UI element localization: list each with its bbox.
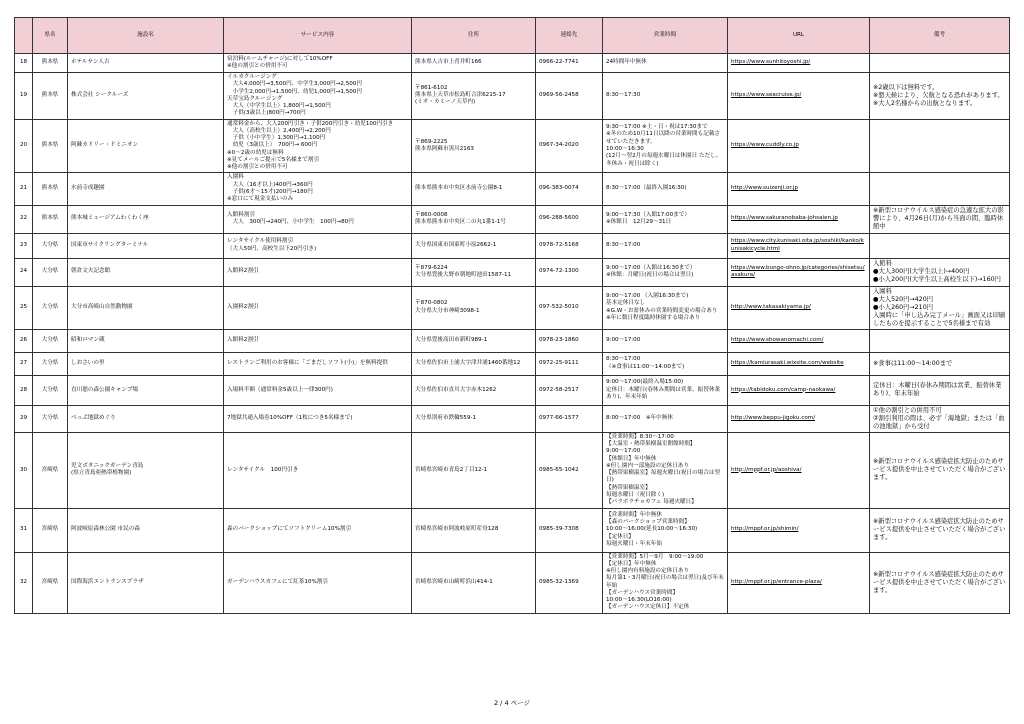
- header-no: [15, 18, 33, 54]
- url-link[interactable]: https://www.seacruise.jp/: [728, 73, 870, 120]
- notes-cell: ※2歳以下は無料です。 ※悪天候により、欠航となる恐れがあります。 ※大人2名様からの出航となります。: [870, 73, 1010, 120]
- notes-cell: 定休日：木曜日(春休み期間は営業、振替休業あり)、年末年始: [870, 375, 1010, 405]
- header-hours: 営業時間: [603, 18, 728, 54]
- address-cell: 熊本県人吉市上青井町166: [412, 54, 536, 73]
- facility-name-cell: 水前寺成趣園: [68, 173, 224, 205]
- address-cell: 宮崎県宮崎市山崎町浜山414-1: [412, 552, 536, 613]
- address-cell: 大分県佐伯市上浦大字津井浦1460番地12: [412, 352, 536, 375]
- facility-name-cell: 阿波岐原森林公園 市民の森: [68, 508, 224, 552]
- prefecture-cell: 熊本県: [33, 173, 68, 205]
- hours-cell: 9:00～17:00(最終入場15:00) 定休日：木曜日(春休み期間は営業、振替休業あり)、年末年始: [603, 375, 728, 405]
- url-link[interactable]: https://www.city.kunisaki.oita.jp/soshiki/kanko/kunisakicycle.html: [728, 233, 870, 258]
- table-row: [15, 258, 1010, 286]
- address-cell: 大分県豊後高田市新町989-1: [412, 329, 536, 352]
- notes-cell: ※新型コロナウイルス感染症拡大防止のためサービス提供を中止させていただく場合がございます。: [870, 432, 1010, 508]
- header-facility-name: 施設名: [68, 18, 224, 54]
- address-cell: 大分県佐伯市直川大字赤木1262: [412, 375, 536, 405]
- hours-cell: 9:00～17:00: [603, 329, 728, 352]
- contact-cell: 0978-23-1860: [536, 329, 603, 352]
- table-row: [15, 286, 1010, 329]
- hours-cell: 24時間年中無休: [603, 54, 728, 73]
- facility-name-cell: 直川憩の森公園キャンプ場: [68, 375, 224, 405]
- prefecture-cell: 大分県: [33, 233, 68, 258]
- contact-cell: 0985-65-1042: [536, 432, 603, 508]
- row-number: 29: [15, 405, 33, 432]
- header-prefecture: 県名: [33, 18, 68, 54]
- contact-cell: 0966-22-7741: [536, 54, 603, 73]
- table-row: [15, 405, 1010, 432]
- prefecture-cell: 熊本県: [33, 205, 68, 233]
- address-cell: 〒860-0008 熊本県熊本市中央区二の丸1番1-1号: [412, 205, 536, 233]
- facility-name-cell: ホテルサン人吉: [68, 54, 224, 73]
- url-link[interactable]: https://kamiurasaki.wixsite.com/website: [728, 352, 870, 375]
- prefecture-cell: 熊本県: [33, 119, 68, 173]
- contact-cell: 0972-58-2517: [536, 375, 603, 405]
- address-cell: 〒879-6224 大分県豊後大野市朝地町池田1587-11: [412, 258, 536, 286]
- hours-cell: 9:00～17:30（入館17:00まで） ※休館日 12月29～31日: [603, 205, 728, 233]
- facility-name-cell: べっぷ地獄めぐり: [68, 405, 224, 432]
- notes-cell: ※新型コロナウイルス感染症の急遽な拡大の影響により、4月26日(月)から当面の間、臨時休館中: [870, 205, 1010, 233]
- prefecture-cell: 宮崎県: [33, 508, 68, 552]
- address-cell: 〒869-2225 熊本県阿蘇市黒川2163: [412, 119, 536, 173]
- table-row: [15, 54, 1010, 73]
- facility-name-cell: 朝倉文夫記念館: [68, 258, 224, 286]
- table-row: [15, 375, 1010, 405]
- url-link[interactable]: http://www.beppu-jigoku.com/: [728, 405, 870, 432]
- url-link[interactable]: https://www.showanomachi.com/: [728, 329, 870, 352]
- url-link[interactable]: https://www.cuddly.co.jp: [728, 119, 870, 173]
- table-row: [15, 508, 1010, 552]
- header-notes: 備考: [870, 18, 1010, 54]
- service-cell: イルカクルージング 大人4,000円→3,500円、中学生3,000円→2,500円 小学生2,000円→1,500円、幼児1,000円→1,500円 天草宝島クルージング 大人（中学生以上）1,800円→1,500円 子供(3歳以上)800円→700円: [224, 73, 412, 120]
- prefecture-cell: 大分県: [33, 375, 68, 405]
- notes-cell: ※新型コロナウイルス感染症拡大防止のためサービス提供を中止させていただく場合がございます。: [870, 552, 1010, 613]
- prefecture-cell: 熊本県: [33, 54, 68, 73]
- contact-cell: 0974-72-1300: [536, 258, 603, 286]
- row-number: 25: [15, 286, 33, 329]
- facility-table: [14, 17, 1010, 614]
- row-number: 23: [15, 233, 33, 258]
- contact-cell: 0977-66-1577: [536, 405, 603, 432]
- service-cell: 7地獄共通入場券10%OFF（1枚につき5名様まで): [224, 405, 412, 432]
- facility-name-cell: 児文ボタニックガーデン青島 (県立青島亜熱帯植物園): [68, 432, 224, 508]
- row-number: 21: [15, 173, 33, 205]
- prefecture-cell: 宮崎県: [33, 432, 68, 508]
- address-cell: 〒861-6102 熊本県上天草市松島町合津6215-17 (ミオ・カミーノ天草内): [412, 73, 536, 120]
- hours-cell: 【営業時間】5月～9月 9:00～19:00 【定休日】年中無休 ※但し園内有料施設の定休日あり 毎月第1・3月曜日(祝日の場合は翌日)及び年末年始 【ガーデンハウス営業時間】 10:00～16:30(LO16:00) 【ガーデンハウス定休日】不定休: [603, 552, 728, 613]
- service-cell: ガーデンハウスカフェにて紅茶10%割引: [224, 552, 412, 613]
- prefecture-cell: 大分県: [33, 329, 68, 352]
- address-cell: 宮崎県宮崎市阿波岐原町産母128: [412, 508, 536, 552]
- service-cell: 通常料金から、大人200円引き・子供200円引き・幼児100円引き 大人（高校生以上）2,400円→2,200円 子供（小中学生）1,300円→1,100円 幼児（3歳以上） 700円→ 600円 ※0～2歳の幼児は無料 ※見てメールご提示で5名様まで割引 ※他の割引との併用不可: [224, 119, 412, 173]
- contact-cell: 0972-25-9111: [536, 352, 603, 375]
- url-link[interactable]: http://www.takasakiyama.jp/: [728, 286, 870, 329]
- contact-cell: 096-288-5600: [536, 205, 603, 233]
- row-number: 26: [15, 329, 33, 352]
- url-link[interactable]: http://mppf.or.jp/aoshiva/: [728, 432, 870, 508]
- contact-cell: 097-532-5010: [536, 286, 603, 329]
- service-cell: 入館料2割引: [224, 258, 412, 286]
- facility-name-cell: 大分市高崎山自然動物園: [68, 286, 224, 329]
- table-row: [15, 352, 1010, 375]
- service-cell: レストランご利用のお客様に「ごまだしソフト(小)」を無料提供: [224, 352, 412, 375]
- contact-cell: 096-383-0074: [536, 173, 603, 205]
- url-link[interactable]: http://mppf.or.jp/shimin/: [728, 508, 870, 552]
- table-row: [15, 73, 1010, 120]
- service-cell: 森のパークショップにてソフトクリーム10%割引: [224, 508, 412, 552]
- contact-cell: 0967-34-2020: [536, 119, 603, 173]
- hours-cell: 8:30～17:30: [603, 73, 728, 120]
- table-row: [15, 233, 1010, 258]
- notes-cell: [870, 173, 1010, 205]
- table-row: [15, 329, 1010, 352]
- url-link[interactable]: https://www.sunhitoyoshi.jp/: [728, 54, 870, 73]
- service-cell: 宿泊料(ルームチャージ)に対して10%OFF ※他の割引との併用不可: [224, 54, 412, 73]
- contact-cell: 0985-39-7308: [536, 508, 603, 552]
- address-cell: 熊本県熊本市中央区水前寺公園8-1: [412, 173, 536, 205]
- hours-cell: 8:30～17:00（最終入園16:30): [603, 173, 728, 205]
- service-cell: 入園料 大人（16才以上)400円→360円 子供(6才～15才)200円→180円 ※窓口にて現金支払いのみ: [224, 173, 412, 205]
- service-cell: レンタサイクル 100円引き: [224, 432, 412, 508]
- contact-cell: 0969-56-2458: [536, 73, 603, 120]
- row-number: 31: [15, 508, 33, 552]
- row-number: 22: [15, 205, 33, 233]
- service-cell: レンタサイクル使用料割引 （大人50円、高校生以下20円引き): [224, 233, 412, 258]
- prefecture-cell: 宮崎県: [33, 552, 68, 613]
- row-number: 20: [15, 119, 33, 173]
- url-link[interactable]: https://tabidoku.com/camp-naokawa/: [728, 375, 870, 405]
- table-row: [15, 432, 1010, 508]
- contact-cell: 0978-72-5168: [536, 233, 603, 258]
- prefecture-cell: 大分県: [33, 352, 68, 375]
- prefecture-cell: 熊本県: [33, 73, 68, 120]
- facility-name-cell: しおさいの里: [68, 352, 224, 375]
- row-number: 28: [15, 375, 33, 405]
- notes-cell: 入園料 ●大人520円→420円 ●小人260円→210円 入園時に「申し込み完了メール」画面又は印刷したものを提示することで5名様まで有効: [870, 286, 1010, 329]
- hours-cell: 9:00～17:00 （入園16:30まで) 基本定休日なし ※G.W・お盆休みの営業時間変更の場合あり ※年に数日程度臨時休園する場合あり: [603, 286, 728, 329]
- facility-name-cell: 熊本城ミュージアムわくわく座: [68, 205, 224, 233]
- url-link[interactable]: http://www.suizenji.or.jp: [728, 173, 870, 205]
- hours-cell: 【営業時間】8:30～17:00 【大温室・熱帯果樹温室開館時間】 9:00～17:00 【休館日】年中無休 ※但し園内一部施設の定休日あり 【熱帯果樹温室】毎週火曜日(祝日の場合は翌日) 【熱帯果樹温室】 毎週水曜日（祝日除く) 【パラボラチョカフェ 毎週火曜日】: [603, 432, 728, 508]
- notes-cell: 入館料 ●大人300円(大学生以上)→400円 ●小人200円(大学生以上高校生以下)→160円: [870, 258, 1010, 286]
- table-row: [15, 552, 1010, 613]
- url-link[interactable]: https://www.sakuranobaba-johsaien.jp: [728, 205, 870, 233]
- row-number: 18: [15, 54, 33, 73]
- header-contact: 連絡先: [536, 18, 603, 54]
- row-number: 19: [15, 73, 33, 120]
- contact-cell: 0985-32-1369: [536, 552, 603, 613]
- hours-cell: 8:30～17:00 （※食事は11:00～14:00まで): [603, 352, 728, 375]
- hours-cell: 9:00～17:00（入館は16:30まで） ※休館：月曜日(祝日の場合は翌日): [603, 258, 728, 286]
- hours-cell: 9:30～17:00 ※土・日・祝は17:30まで ※冬のため10月11日以降の営業時間も記載させていただきます。 10:00～16:30 (12月～翌2月の毎週水曜日は休園日 ただし、冬休み・祝日は除く): [603, 119, 728, 173]
- header-service: サービス内容: [224, 18, 412, 54]
- notes-cell: [870, 54, 1010, 73]
- service-cell: 入館料2割引: [224, 329, 412, 352]
- notes-cell: ①他の割引との併用不可 ②割引利用の際は、必ず「海地獄」または「血の池地獄」から受付: [870, 405, 1010, 432]
- facility-name-cell: 昭和ロマン蔵: [68, 329, 224, 352]
- notes-cell: [870, 329, 1010, 352]
- table-row: [15, 173, 1010, 205]
- row-number: 27: [15, 352, 33, 375]
- table-header-row: [15, 18, 1010, 54]
- header-url: URL: [728, 18, 870, 54]
- hours-cell: 【営業時間】年中無休 【森のパークショップ営業時間】 10:00～16:00(延長10:00～16:30) 【定休日】 毎週火曜日・年末年始: [603, 508, 728, 552]
- address-cell: 宮崎県宮崎市青島2丁目12-1: [412, 432, 536, 508]
- notes-cell: [870, 119, 1010, 173]
- facility-name-cell: 国東市サイクリングターミナル: [68, 233, 224, 258]
- url-link[interactable]: http://mppf.or.jp/entrance-plaza/: [728, 552, 870, 613]
- prefecture-cell: 大分県: [33, 405, 68, 432]
- facility-name-cell: 株式会社 シークルーズ: [68, 73, 224, 120]
- hours-cell: 8:00～17:00 ※年中無休: [603, 405, 728, 432]
- header-address: 住所: [412, 18, 536, 54]
- notes-cell: [870, 233, 1010, 258]
- page-footer: 2 / 4 ページ: [493, 699, 531, 707]
- service-cell: 入場料半額（通常料金5歳以上一律300円): [224, 375, 412, 405]
- prefecture-cell: 大分県: [33, 286, 68, 329]
- facility-name-cell: 国際海浜エントランスプラザ: [68, 552, 224, 613]
- facility-name-cell: 阿蘇カドリー・ドミニオン: [68, 119, 224, 173]
- service-cell: 入園料2割引: [224, 286, 412, 329]
- service-cell: 入館料割引 大人 300円→240円、小中学生 100円→80円: [224, 205, 412, 233]
- row-number: 30: [15, 432, 33, 508]
- row-number: 24: [15, 258, 33, 286]
- table-row: [15, 119, 1010, 173]
- table-row: [15, 205, 1010, 233]
- address-cell: 〒870-0802 大分県大分市神崎3098-1: [412, 286, 536, 329]
- notes-cell: ※新型コロナウイルス感染症拡大防止のためサービス提供を中止させていただく場合がございます。: [870, 508, 1010, 552]
- address-cell: 大分県別府市鉄輪559-1: [412, 405, 536, 432]
- row-number: 32: [15, 552, 33, 613]
- url-link[interactable]: https://www.bungo-ohno.jp/categories/shisetsu/asakura/: [728, 258, 870, 286]
- hours-cell: 8:30～17:00: [603, 233, 728, 258]
- notes-cell: ※食事は11:00～14:00まで: [870, 352, 1010, 375]
- address-cell: 大分県国東市国東町小原2662-1: [412, 233, 536, 258]
- prefecture-cell: 大分県: [33, 258, 68, 286]
